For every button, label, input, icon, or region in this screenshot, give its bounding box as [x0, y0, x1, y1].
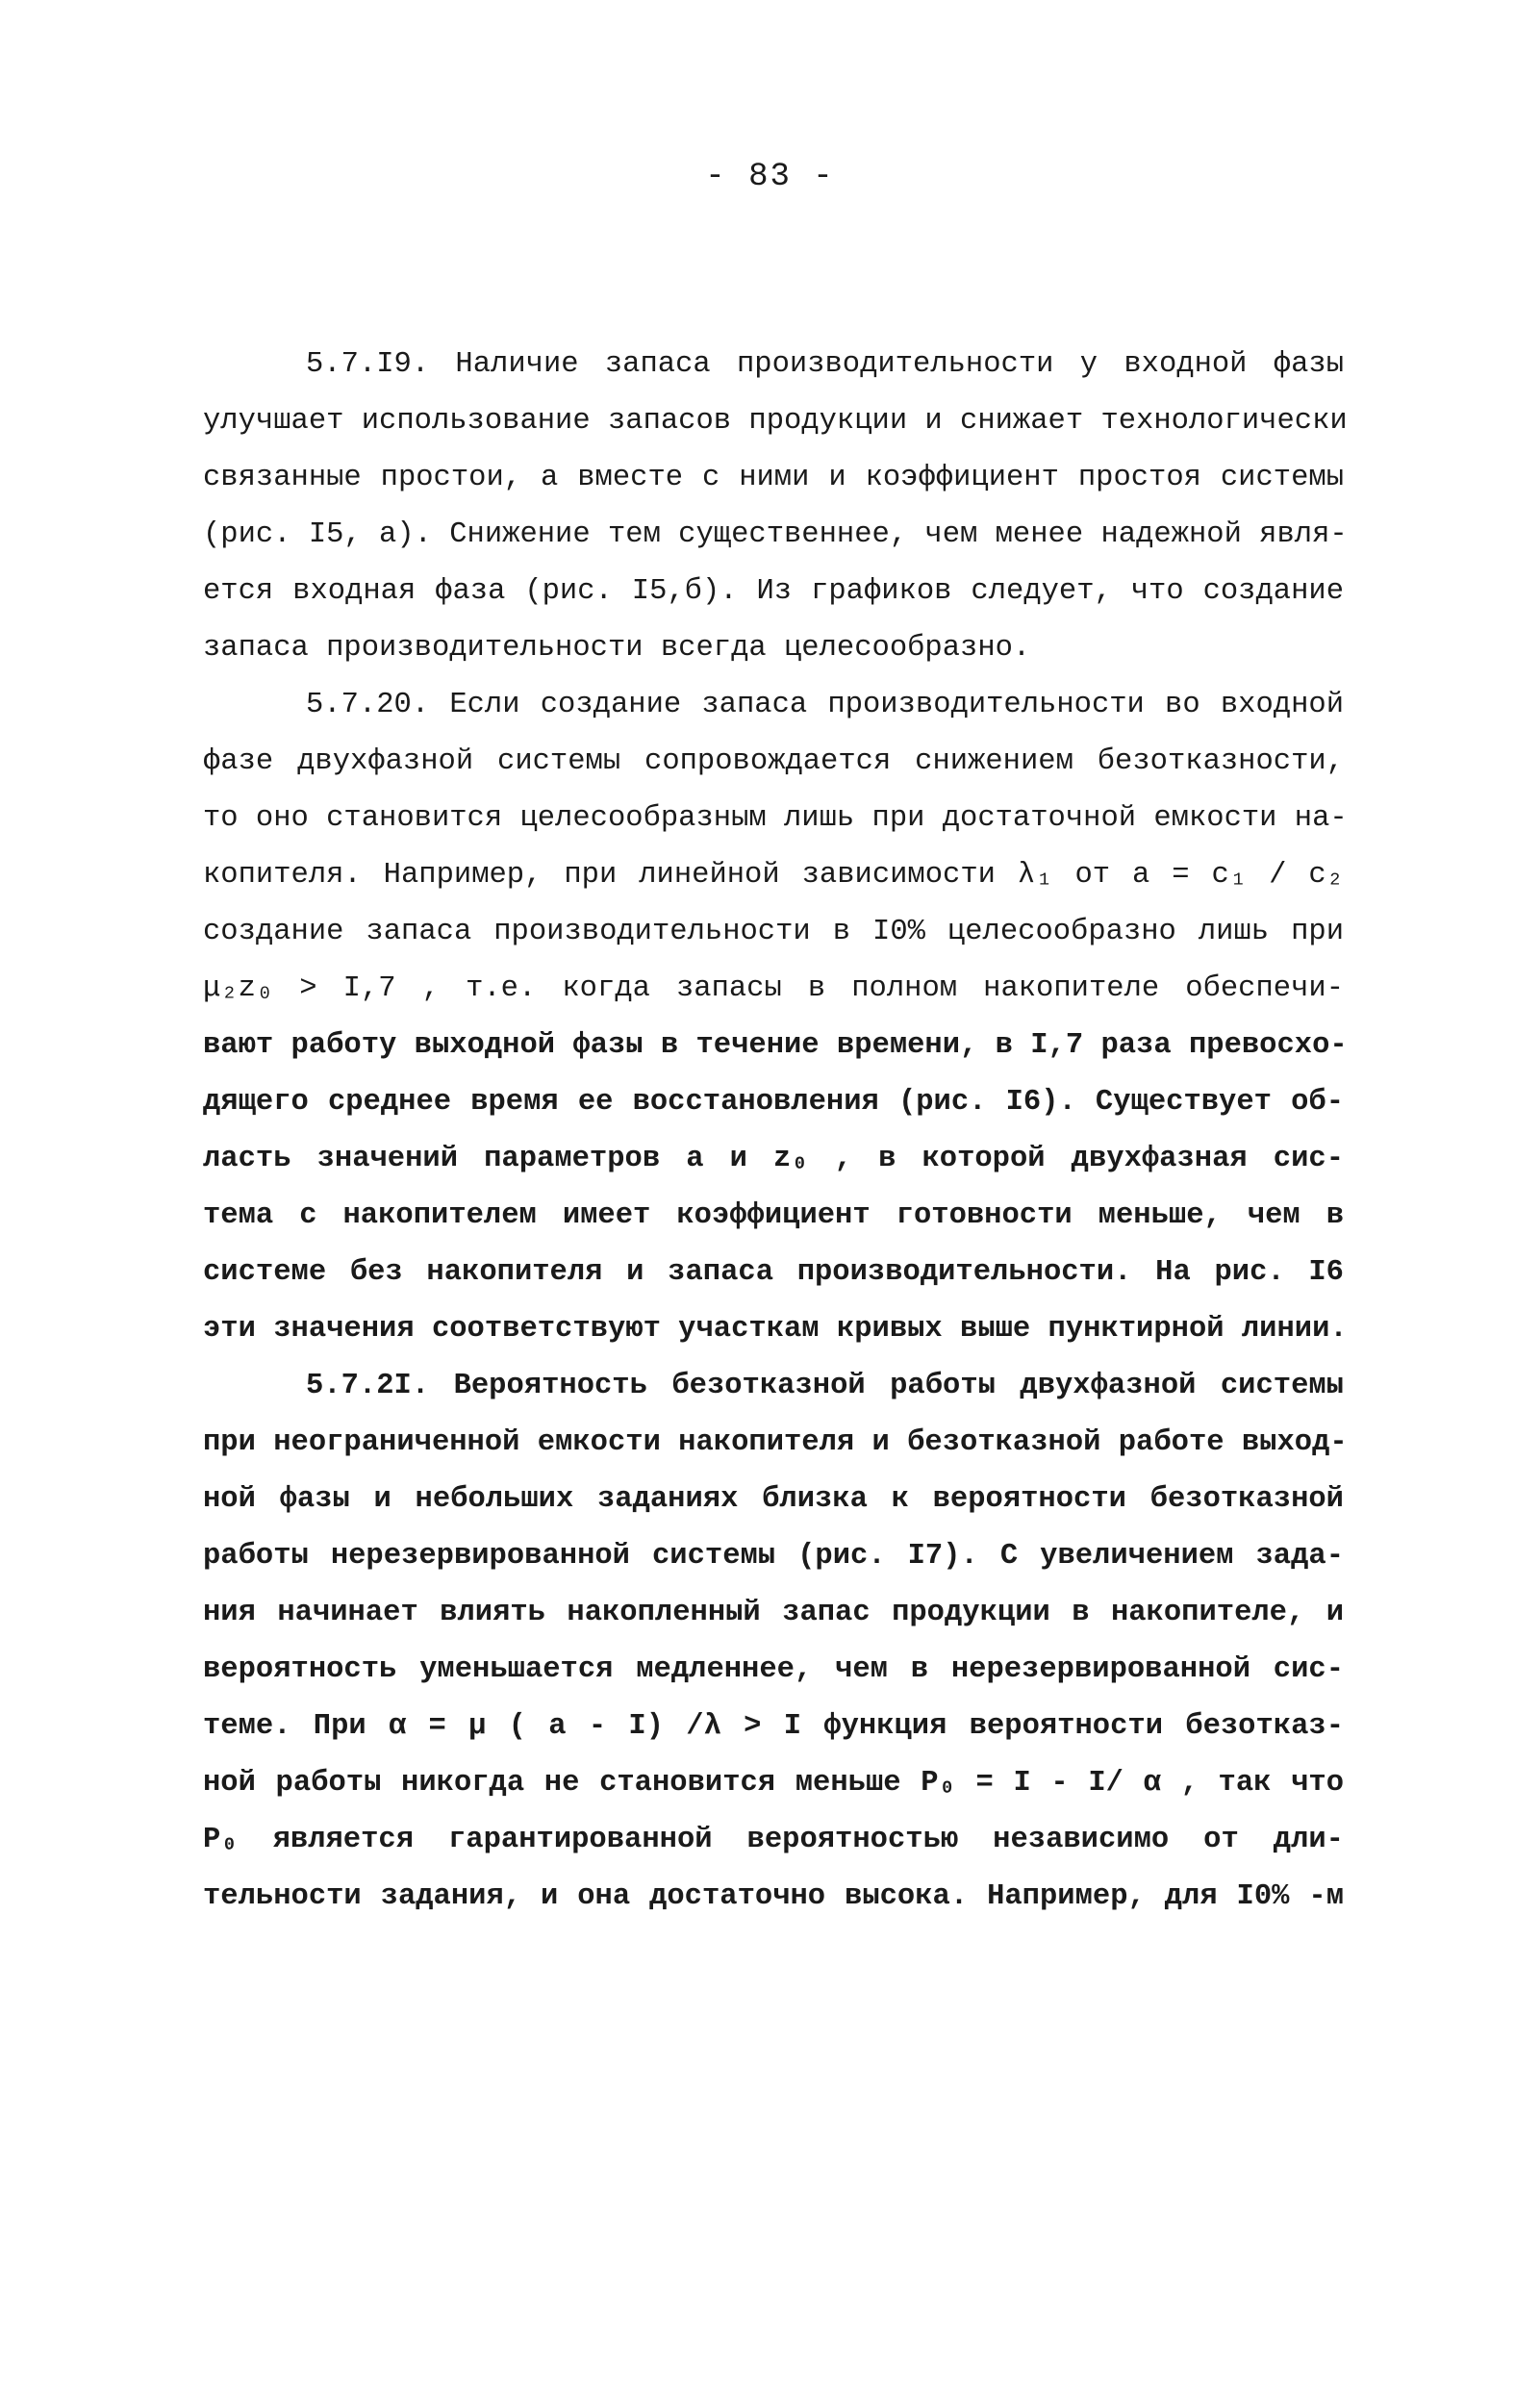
text-line: работы нерезервированной системы (рис. I7). С увеличением зада- [203, 1540, 1344, 1573]
page-number: - 83 - [705, 159, 835, 195]
text-line: эти значения соответствуют участкам кривых выше пунктирной линии. [203, 1313, 1348, 1346]
text-line: дящего среднее время ее восстановления (рис. I6). Существует об- [203, 1086, 1344, 1119]
text-line: ной работы никогда не становится меньше P₀ = I - I/ α , так что [203, 1767, 1344, 1800]
text-line: копителя. Например, при линейной зависимости λ₁ от a = c₁ / c₂ [203, 859, 1344, 892]
text-line: μ₂z₀ > I,7 , т.е. когда запасы в полном накопителе обеспечи- [203, 972, 1344, 1005]
text-line: создание запаса производительности в I0% целесообразно лишь при [203, 916, 1344, 948]
text-line: то оно становится целесообразным лишь при достаточной емкости на- [203, 802, 1348, 835]
text-line: тема с накопителем имеет коэффициент готовности меньше, чем в [203, 1199, 1344, 1232]
text-line: 5.7.2I. Вероятность безотказной работы двухфазной системы [306, 1370, 1344, 1402]
text-line: запаса производительности всегда целесообразно. [203, 632, 1031, 665]
text-line: вают работу выходной фазы в течение времени, в I,7 раза превосхо- [203, 1029, 1348, 1062]
text-line: P₀ является гарантированной вероятностью независимо от дли- [203, 1824, 1344, 1856]
text-line: при неограниченной емкости накопителя и безотказной работе выход- [203, 1426, 1348, 1459]
text-line: 5.7.I9. Наличие запаса производительности у входной фазы [306, 348, 1344, 381]
text-line: системе без накопителя и запаса производительности. На рис. I6 [203, 1256, 1344, 1289]
text-line: улучшает использование запасов продукции и снижает технологически [203, 405, 1348, 438]
text-line: (рис. I5, а). Снижение тем существеннее, чем менее надежной явля- [203, 518, 1348, 551]
text-line: фазе двухфазной системы сопровождается снижением безотказности, [203, 745, 1344, 778]
text-line: ной фазы и небольших заданиях близка к вероятности безотказной [203, 1483, 1344, 1516]
text-line: связанные простои, а вместе с ними и коэффициент простоя системы [203, 462, 1344, 494]
text-line: ния начинает влиять накопленный запас продукции в накопителе, и [203, 1597, 1344, 1629]
text-line: 5.7.20. Если создание запаса производительности во входной [306, 689, 1344, 721]
text-line: вероятность уменьшается медленнее, чем в нерезервированной сис- [203, 1653, 1344, 1686]
text-line: ласть значений параметров a и z₀ , в которой двухфазная сис- [203, 1143, 1344, 1175]
text-line: ется входная фаза (рис. I5,б). Из графиков следует, что создание [203, 575, 1344, 608]
text-line: тельности задания, и она достаточно высока. Например, для I0% -м [203, 1880, 1344, 1913]
text-line: теме. При α = μ ( a - I) /λ > I функция вероятности безотказ- [203, 1710, 1344, 1743]
